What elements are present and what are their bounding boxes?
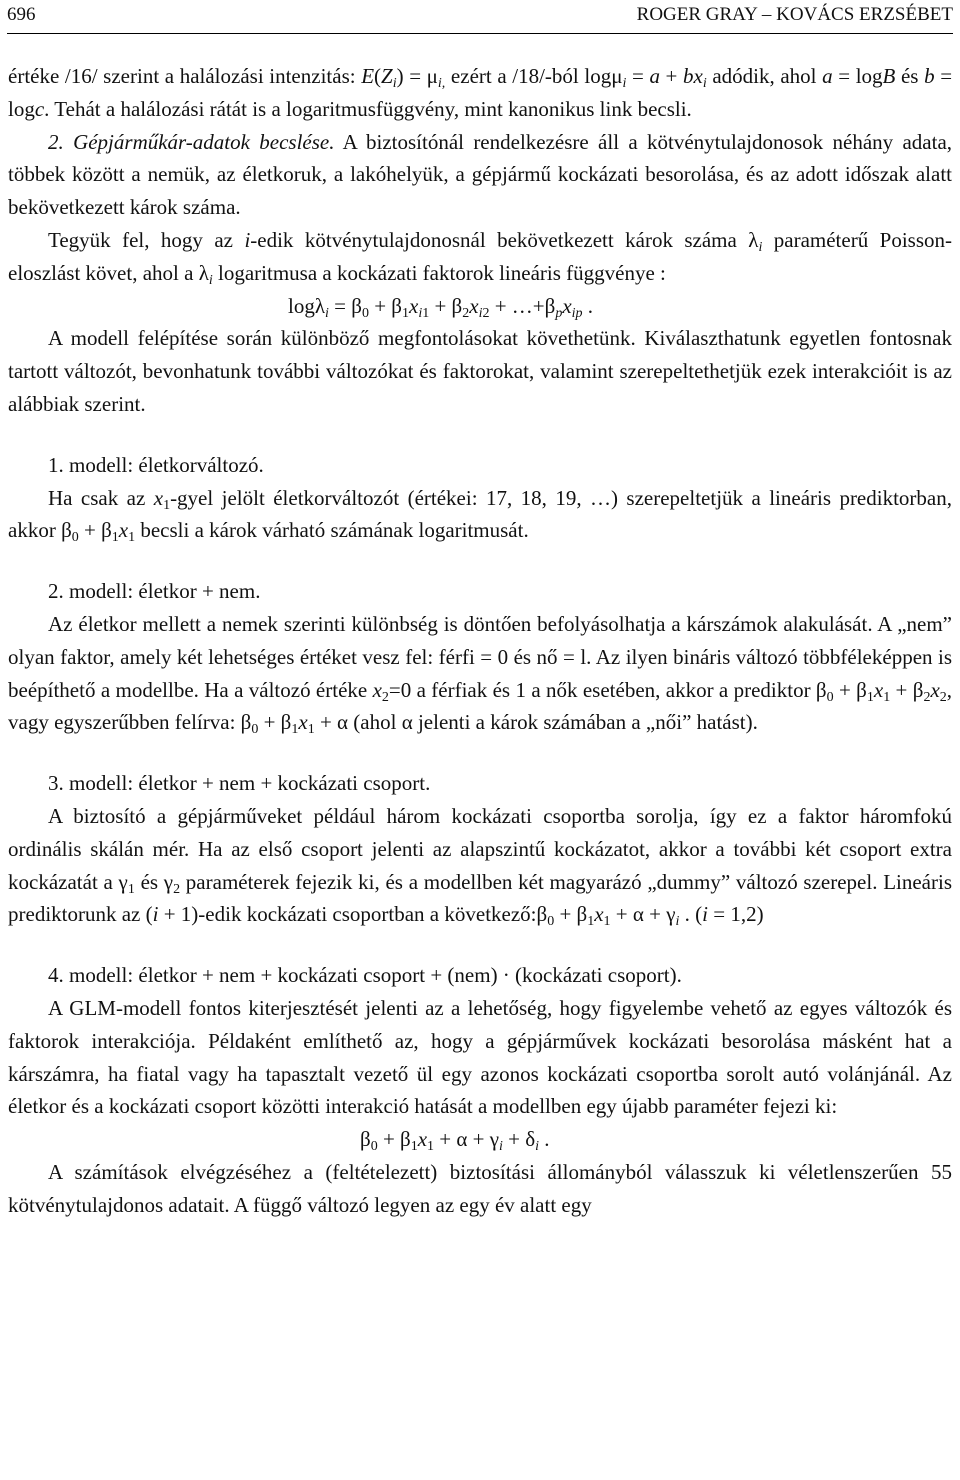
section-2: 2. Gépjárműkár-adatok becslése. A biztosítónál rendelkezésre áll a kötvénytulajdonosok néhány adata, többek között a nemük, az életkoruk, a lakóhelyük, a gépjármű kockázati besorolása, és az adott időszak alatt bekövetkezett károk száma. (8, 129, 953, 220)
model-3-title: 3. modell: életkor + nem + kockázati csoport. (48, 771, 431, 796)
paragraph-calculation: A számítások elvégzéséhez a (feltételezett) biztosítási állományból válasszuk ki véletlenszerűen 55 kötvénytulajdonos adatait. A függő változó legyen az egy év alatt egy (8, 1159, 952, 1217)
model-2-text: Az életkor mellett a nemek szerinti különbség is döntően befolyásolhatja a kárszámok alakulását. A „nem” olyan faktor, amely két lehetséges értéket vesz fel: férfi = 0 és nő = l. Az ilyen bináris változó többféleképpen is beépíthető a modellbe. Ha a változó értéke $x_2=0$ a férfiak és 1 a nők esetében, akkor a prediktor $\beta_0 + \beta_1x_1 + \beta_2x_2$, vagy egyszerűbben felírva: $\beta_0 + \beta_1x_1 + \alpha$ (ahol α jelenti a károk számában a „női” hatást). (8, 611, 953, 738)
running-head: ROGER GRAY – KOVÁCS ERZSÉBET (636, 4, 953, 25)
body-text (8, 60, 952, 1222)
page-header (7, 0, 953, 34)
model-3-text: A biztosító a gépjárműveket például három kockázati csoportba sorolja, így ez a faktor háromfokú ordinális skálán mér. Ha az első csoport jelenti az alapszintű kockázatot, akkor a további két csoport extra kockázatát a $\gamma_1$ és $\gamma_2$ paraméterek fejezik ki, és a modellben két magyarázó „dummy” változó szerepel. Lineáris prediktorunk az (i + 1)-edik kockázati csoportban a $következő:\beta_0 + \beta_1x_1 + \alpha + \gamma_i$ . (i = 1,2) (8, 803, 952, 930)
paragraph-poisson: Tegyük fel, hogy az i-edik kötvénytulajdonosnál bekövetkezett károk száma $\lambda_i$ paraméterű Poisson-eloszlást követ, ahol a $\lambda_i$ logaritmusa a kockázati faktorok lineáris függvénye : (8, 227, 952, 288)
model-2-title: 2. modell: életkor + nem. (48, 579, 261, 604)
paragraph-intro: értéke /16/ szerint a halálozási intenzitás: $E(Z_i) = \mu_{i,}$ ezért a /18/-ból $\log\mu_i = a + bx_i$ adódik, ahol a = logB és b = logc. Tehát a halálozási rátát is a logaritmusfüggvény, mint kanonikus link becsli. (8, 64, 953, 121)
equation-interaction: $\beta_0 + \beta_1x_1 + \alpha + \gamma_i + \delta_i$ . (360, 1127, 550, 1155)
model-4-text: A GLM-modell fontos kiterjesztését jelenti az a lehetőség, hogy figyelembe vehető az egyes változók és faktorok interakciója. Példaként említhető az, hogy a gépjárművek kockázati besorolása másként hat a kárszámra, ha fiatal vagy ha tapasztalt vezető ül egy azonos kockázati csoportba sorolt autó volánjánál. Az életkor és a kockázati csoport közötti interakció hatását a modellben egy újabb paraméter fejezi ki: (8, 995, 952, 1119)
paragraph-model-building: A modell felépítése során különböző megfontolásokat követhetünk. Kiválaszthatunk egyetlen fontosnak tartott változót, bevonhatunk további változókat és faktorokat, valamint szerepeltethetjük ezek interakcióit is az alábbiak szerint. (8, 326, 952, 416)
equation-log-lambda: $\log\lambda_i = \beta_0 + \beta_1x_{i1} + \beta_2x_{i2}$ + $\dots+\beta_px_{ip}$ . (288, 293, 594, 321)
model-4-title: 4. modell: életkor + nem + kockázati csoport + (nem) · (kockázati csoport). (48, 963, 682, 988)
section-2-heading: 2. Gépjárműkár-adatok becslése. (48, 129, 335, 154)
page-number: 696 (7, 4, 36, 25)
model-1-text: Ha csak az $x_1$-gyel jelölt életkorváltozót (értékei: 17, 18, 19, …) szerepeltetjük a lineáris prediktorban, akkor $\beta_0 + \beta_1x_1$ becsli a károk várható számának logaritmusát. (8, 485, 952, 546)
model-1-title: 1. modell: életkorváltozó. (48, 452, 264, 477)
